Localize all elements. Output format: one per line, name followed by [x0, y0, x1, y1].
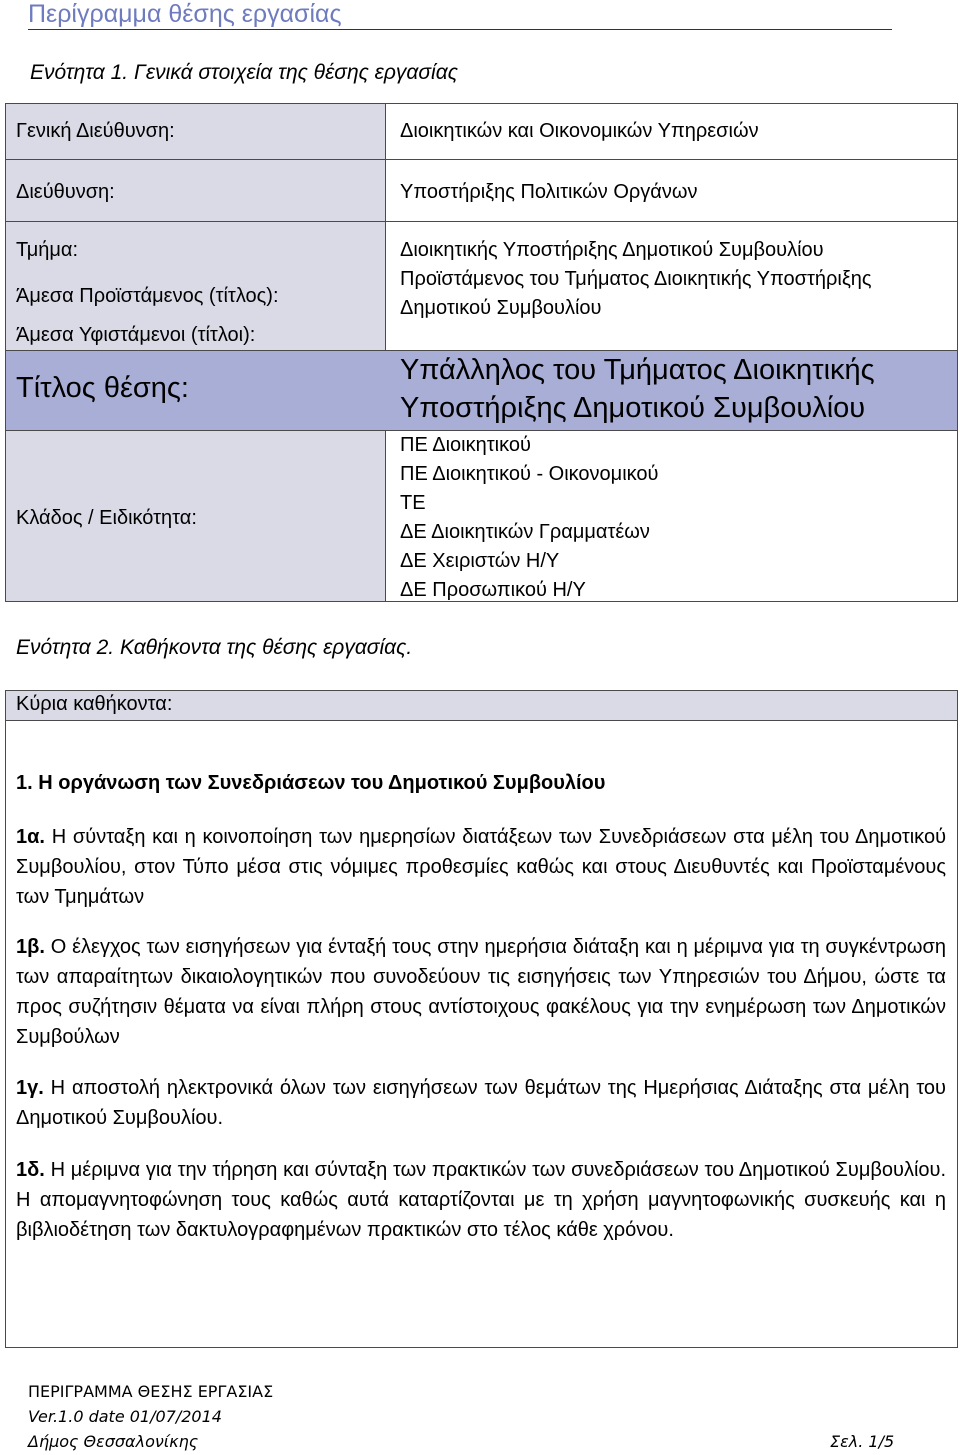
document-title: Περίγραμμα θέσης εργασίας	[28, 0, 342, 28]
value-job-title-line1: Υπάλληλος του Τμήματος Διοικητικής	[400, 354, 875, 386]
main-duties-label: Κύρια καθήκοντα:	[16, 693, 173, 715]
row-divider	[6, 159, 957, 160]
duty-item-number: 1δ.	[16, 1159, 45, 1181]
value-direct-supervisor-line2: Δημοτικού Συμβουλίου	[400, 297, 602, 319]
label-directorate: Διεύθυνση:	[16, 181, 115, 203]
general-info-table	[5, 103, 958, 602]
label-job-title: Τίτλος θέσης:	[16, 372, 189, 404]
footer-version: Ver.1.0 date 01/07/2014	[28, 1407, 222, 1426]
main-duties-header	[5, 690, 958, 721]
duties-box	[5, 720, 958, 1348]
row-divider	[6, 221, 957, 222]
duty-item	[16, 822, 946, 912]
duty-item-text: Ο έλεγχος των εισηγήσεων για ένταξή τους στην ημερήσια διάταξη και η μέριμνα για τη συγκέντρωση των απαραίτητων δικαιολογητικών που συνοδεύουν τις εισηγήσεις των Υπηρεσιών του Δήμου, ώστε τα προς συζήτησιν θέματα να είναι πλήρη στους αντίστοιχους φακέλους για την ενημέρωση των Δημοτικών Συμβούλων	[16, 936, 946, 1048]
value-branch: ΔΕ Προσωπικού Η/Υ	[400, 579, 586, 601]
value-job-title-line2: Υποστήριξης Δημοτικού Συμβουλίου	[400, 392, 866, 424]
duty-item-text: Η μέριμνα για την τήρηση και σύνταξη των πρακτικών των συνεδριάσεων του Δημοτικού Συμβουλίου. Η απομαγνητοφώνηση τους καθώς αυτά καταρτίζονται με τη χρήση μαγνητοφωνικής συσκευής και η βιβλιοδέτηση των δακτυλογραφημένων πρακτικών στο τέλος κάθε χρόνου.	[16, 1159, 946, 1241]
value-direct-supervisor-line1: Προϊστάμενος του Τμήματος Διοικητικής Υποστήριξης	[400, 268, 872, 290]
label-general-directorate: Γενική Διεύθυνση:	[16, 120, 175, 142]
label-department: Τμήμα:	[16, 239, 79, 261]
row-divider	[6, 430, 957, 431]
section-1-heading: Ενότητα 1. Γενικά στοιχεία της θέσης εργασίας	[30, 61, 458, 84]
label-direct-supervisor: Άμεσα Προϊστάμενος (τίτλος):	[16, 285, 279, 307]
duty-item	[16, 1073, 946, 1133]
label-branch-specialty: Κλάδος / Ειδικότητα:	[16, 507, 197, 529]
value-general-directorate: Διοικητικών και Οικονομικών Υπηρεσιών	[400, 120, 759, 142]
section-2-heading: Ενότητα 2. Καθήκοντα της θέσης εργασίας.	[16, 636, 413, 659]
duty-item-number: 1α.	[16, 826, 45, 848]
duty-item-number: 1β.	[16, 936, 45, 958]
footer-document-name: ΠΕΡΙΓΡΑΜΜΑ ΘΕΣΗΣ ΕΡΓΑΣΙΑΣ	[28, 1382, 274, 1401]
duty-item-number: 1γ.	[16, 1077, 44, 1099]
value-branch: ΠΕ Διοικητικού	[400, 434, 531, 456]
duty-item-text: Η σύνταξη και η κοινοποίηση των ημερησίων διατάξεων των Συνεδριάσεων στα μέλη του Δημοτικού Συμβουλίου, στον Τύπο μέσα στις νόμιμες προθεσμίες καθώς και στους Διευθυντές και Προϊσταμένους των Τμημάτων	[16, 826, 947, 908]
value-branch: ΔΕ Διοικητικών Γραμματέων	[400, 521, 650, 543]
value-department: Διοικητικής Υποστήριξης Δημοτικού Συμβουλίου	[400, 239, 824, 261]
value-directorate: Υποστήριξης Πολιτικών Οργάνων	[400, 181, 698, 203]
value-branch: ΔΕ Χειριστών Η/Υ	[400, 550, 560, 572]
title-underline	[28, 29, 892, 30]
duty-item-text: Η αποστολή ηλεκτρονικά όλων των εισηγήσεων των θεμάτων της Ημερήσιας Διάταξης στα μέλη του Δημοτικού Συμβουλίου.	[16, 1077, 946, 1129]
duty-item	[16, 1155, 946, 1245]
duty-title: 1. Η οργάνωση των Συνεδριάσεων του Δημοτικού Συμβουλίου	[16, 772, 606, 794]
duty-item	[16, 932, 946, 1052]
value-branch: ΠΕ Διοικητικού - Οικονομικού	[400, 463, 659, 485]
value-branch: ΤΕ	[400, 492, 426, 514]
row-divider	[6, 350, 957, 351]
footer-page-number: Σελ. 1/5	[830, 1432, 895, 1451]
label-direct-subordinates: Άμεσα Υφιστάμενοι (τίτλοι):	[16, 324, 256, 346]
footer-organization: Δήμος Θεσσαλονίκης	[28, 1432, 199, 1451]
